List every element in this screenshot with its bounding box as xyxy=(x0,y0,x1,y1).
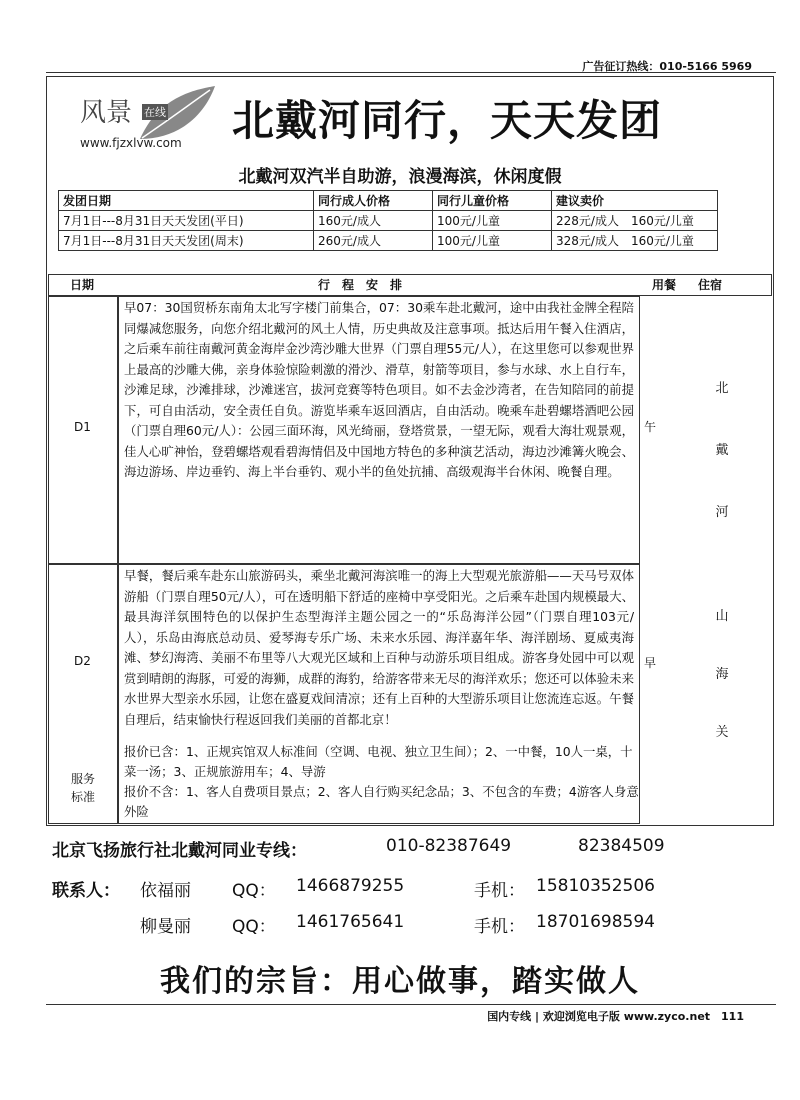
table-row xyxy=(59,211,718,231)
col-date: 发团日期 xyxy=(59,191,314,211)
table-cell: 100元/儿童 xyxy=(433,211,552,231)
contact-1-qq: 1466879255 xyxy=(296,876,405,896)
table-cell: 7月1日---8月31日天天发团(周末) xyxy=(59,231,314,251)
contact-2-qq: 1461765641 xyxy=(296,912,405,932)
d1-lodging: 北戴河 xyxy=(715,381,729,520)
contact-1-qq-label: QQ： xyxy=(232,881,276,901)
contact-1-name: 依福丽 xyxy=(140,881,191,901)
logo-badge: 在线 xyxy=(144,106,166,119)
table-cell: 260元/成人 xyxy=(314,231,433,251)
service-standard: 报价已含：1、正规宾馆双人标准间（空调、电视、独立卫生间）；2、一中餐，10人一桌，十菜一汤；3、正规旅游用车；4、导游 报价不含：1、客人自费项目景点；2、客人自行购买纪念品；3、不包含的车费；4游客人身意外险 xyxy=(124,744,639,819)
table-cell: 328元/成人 160元/儿童 xyxy=(552,231,718,251)
contacts-label: 联系人： xyxy=(52,881,120,901)
price-table-header xyxy=(59,191,718,211)
schedule-header-day: 日期 xyxy=(70,278,95,292)
schedule-header-itinerary: 行 程 安 排 xyxy=(318,278,403,292)
contact-1-mobile-label: 手机： xyxy=(474,881,525,901)
contact-2-name: 柳曼丽 xyxy=(140,917,191,937)
page-footer: 国内专线 | 欢迎浏览电子版 www.zyco.net 111 xyxy=(487,1010,744,1023)
contact-1-mobile: 15810352506 xyxy=(536,876,655,896)
col-adult: 同行成人价格 xyxy=(314,191,433,211)
schedule-header-lodging: 住宿 xyxy=(698,278,723,292)
footer-divider xyxy=(46,1004,776,1005)
col-child: 同行儿童价格 xyxy=(433,191,552,211)
top-divider xyxy=(46,72,776,73)
table-row xyxy=(59,231,718,251)
page-subheadline: 北戴河双汽半自助游，浪漫海滨，休闲度假 xyxy=(238,167,562,187)
page-headline: 北戴河同行，天天发团 xyxy=(232,96,663,145)
contact-2-mobile-label: 手机： xyxy=(474,917,525,937)
agency-phone-2: 82384509 xyxy=(578,836,665,856)
d2-lodging: 山海关 xyxy=(715,609,729,740)
d1-day: D1 xyxy=(74,420,91,434)
d1-meal: 午 xyxy=(644,420,657,434)
service-label: 服务标准 xyxy=(70,772,95,804)
d1-itinerary: 早07：30国贸桥东南角太北写字楼门前集合，07：30乘车赴北戴河，途中由我社金牌全程陪同爆减您服务，向您介绍北戴河的风土人情，历史典故及注意事项。抵达后用午餐入住酒店，之后乘车前往南戴河黄金海岸金沙湾沙雕大世界（门票自理55元/人），在这里您可以参观世界上最高的沙雕大佛，亲身体验惊险刺激的滑沙、滑草，射箭等项目，参与水球、水上自行车，沙滩足球，沙滩排球，沙滩迷宫，拔河竞赛等特色项目。如不去金沙湾者，在告知陪同的前提下，可自由活动，安全责任自负。游览毕乘车返回酒店，自由活动。晚乘车赴碧螺塔酒吧公园（门票自理60元/人）：公园三面环海，风光绮丽，登塔赏景，一望无际，观看大海壮观景观，佳人心旷神怡，登碧螺塔观看碧海情侣及中国地方特色的多种演艺活动，海边沙滩篝火晚会、海边游场、岸边垂钓、海上半台垂钓、观小半的鱼处抗捕、高级观海半台休闲、晚餐自理。 xyxy=(124,300,634,479)
agency-label: 北京飞扬旅行社北戴河同业专线： xyxy=(52,841,307,861)
schedule-header-meal: 用餐 xyxy=(652,278,677,292)
ad-hotline: 广告征订热线：010-5166 5969 xyxy=(582,60,752,73)
d2-day: D2 xyxy=(74,654,91,668)
motto: 我们的宗旨：用心做事，踏实做人 xyxy=(160,964,640,999)
table-cell: 228元/成人 160元/儿童 xyxy=(552,211,718,231)
d2-meal: 早 xyxy=(644,656,657,670)
logo-url[interactable]: www.fjzxlvw.com xyxy=(80,136,182,150)
d2-itinerary: 早餐，餐后乘车赴东山旅游码头，乘坐北戴河海滨唯一的海上大型观光旅游船——天马号双体游船（门票自理50元/人），可在透明船下舒适的座椅中享受阳光。之后乘车赴国内规模最大、最具海洋氛围特色的以保护生态型海洋主题公园之一的“乐岛海洋公园”（门票自理103元/人），乐岛由海底总动员、爱琴海专乐广场、未来水乐园、海洋嘉年华、海洋剧场、夏威夷海滩、梦幻海湾、美丽不布里等八大观光区域和上百种与动游乐项目组成。游客身处园中可以观赏到晴朗的海豚，可爱的海狮，成群的海豹，给游客带来无尽的海洋欢乐；您还可以体验未来水世界大型亲水乐园，让您在盛夏戏间清凉；还有上百种的大型游乐项目让您流连忘返。午餐自理后，结束愉快行程返回我们美丽的首都北京！ xyxy=(124,568,634,727)
logo-name: 风景 xyxy=(80,98,133,128)
agency-phone-1: 010-82387649 xyxy=(386,836,512,856)
contact-2-qq-label: QQ： xyxy=(232,917,276,937)
col-suggested: 建议卖价 xyxy=(552,191,718,211)
table-cell: 100元/儿童 xyxy=(433,231,552,251)
contact-2-mobile: 18701698594 xyxy=(536,912,655,932)
table-cell: 7月1日---8月31日天天发团(平日) xyxy=(59,211,314,231)
table-cell: 160元/成人 xyxy=(314,211,433,231)
price-table xyxy=(58,190,718,251)
